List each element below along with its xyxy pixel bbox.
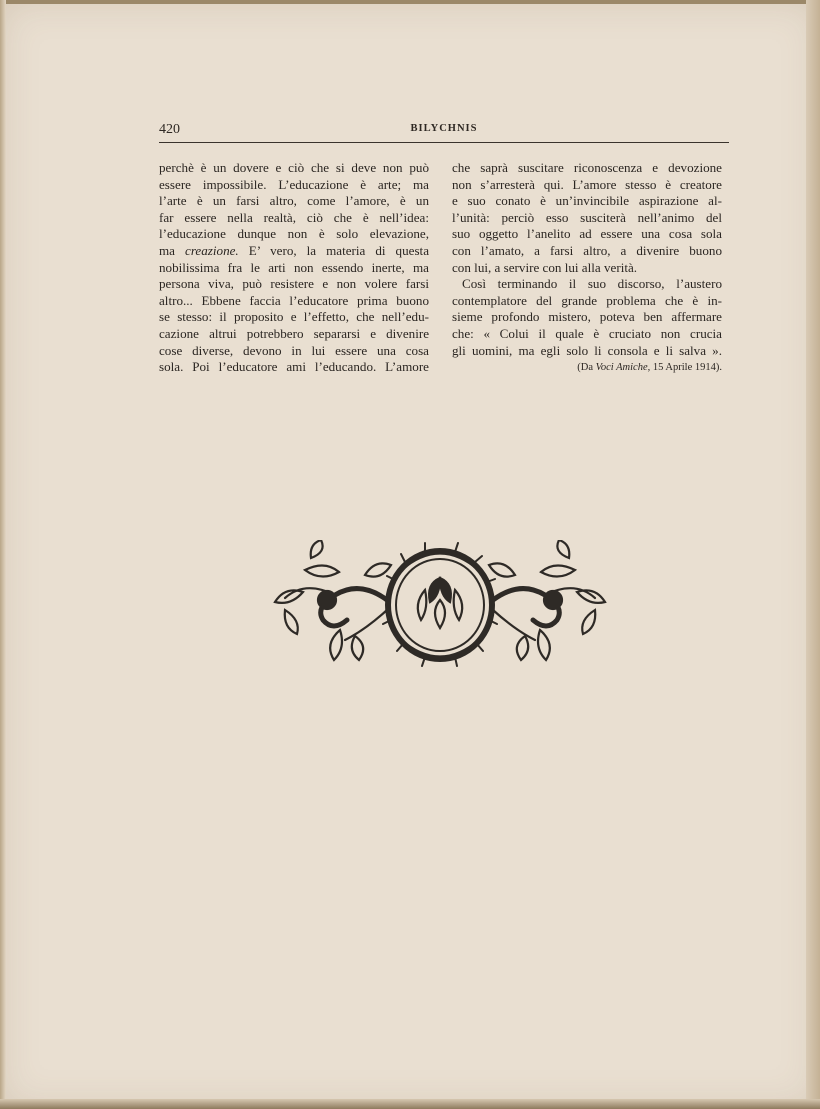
right-column <box>452 160 722 376</box>
text-line: l’arte è un farsi altro, come l’amore, è un <box>159 193 429 209</box>
page-edge-top <box>0 0 820 4</box>
page-edge-left <box>0 0 6 1109</box>
text-line: se stesso: il proposito e l’effetto, che nell’edu- <box>159 309 429 325</box>
text-line <box>159 243 429 260</box>
page-edge-bottom <box>0 1099 820 1109</box>
text-line: altro... Ebbene faccia l’educatore prima buono <box>159 292 429 308</box>
text-line: non s’arresterà qui. L’amore stesso è creatore <box>452 176 722 192</box>
citation-date: 15 Aprile 1914). <box>652 362 722 374</box>
text-line: nobilissima fra le arti non essendo inerte, ma <box>159 259 429 275</box>
floral-wreath-ornament-icon <box>265 540 615 670</box>
text-line: gli uomini, ma egli solo li consola e li salva ». <box>452 342 722 358</box>
citation-title: Voci Amiche, <box>595 362 651 374</box>
text-line: persona viva, può resistere e non volere farsi <box>159 276 429 292</box>
text-line: che saprà suscitare riconoscenza e devozione <box>452 160 722 175</box>
text-line: con l’amato, a farsi altro, a divenire buono <box>452 242 722 258</box>
page-number: 420 <box>159 122 180 137</box>
text-line: sieme profondo mistero, poteva ben affermare <box>452 309 722 325</box>
text-line: con lui, a servire con lui alla verità. <box>452 259 638 275</box>
text-fragment: ma <box>159 242 175 258</box>
running-title: BILYCHNIS <box>410 123 478 134</box>
italic-word: creazione. <box>185 242 239 258</box>
running-header <box>159 122 729 143</box>
page-edge-right <box>806 0 820 1109</box>
text-fragment: E’ vero, la materia di questa <box>248 242 430 258</box>
text-line: far essere nella realtà, ciò che è nell’idea: <box>159 209 429 225</box>
text-line: e suo conato è un’invincibile aspirazione al- <box>452 193 722 209</box>
text-line: cose diverse, devono in lui essere una cosa <box>159 342 429 358</box>
text-line: Così terminando il suo discorso, l’austero <box>462 276 722 292</box>
left-column <box>159 160 429 376</box>
citation-prefix: (Da <box>577 362 593 374</box>
text-line: sola. Poi l’educatore ami l’educando. L’amore <box>159 359 429 375</box>
text-line: suo oggetto l’anelito ad essere una cosa sola <box>452 226 722 242</box>
text-line: l’unità: perciò esso susciterà nell’animo del <box>452 209 722 225</box>
text-line: che: « Colui il quale è cruciato non crucia <box>452 325 722 341</box>
text-line: essere impossibile. L’educazione è arte; ma <box>159 176 429 192</box>
citation <box>452 360 722 376</box>
text-line: perchè è un dovere e ciò che si deve non può <box>159 160 429 175</box>
text-line: l’educazione dunque non è solo elevazione, <box>159 226 429 242</box>
text-line: cazione altrui potrebbero separarsi e divenire <box>159 325 429 341</box>
text-line: contemplatore del grande problema che è in- <box>452 292 722 308</box>
